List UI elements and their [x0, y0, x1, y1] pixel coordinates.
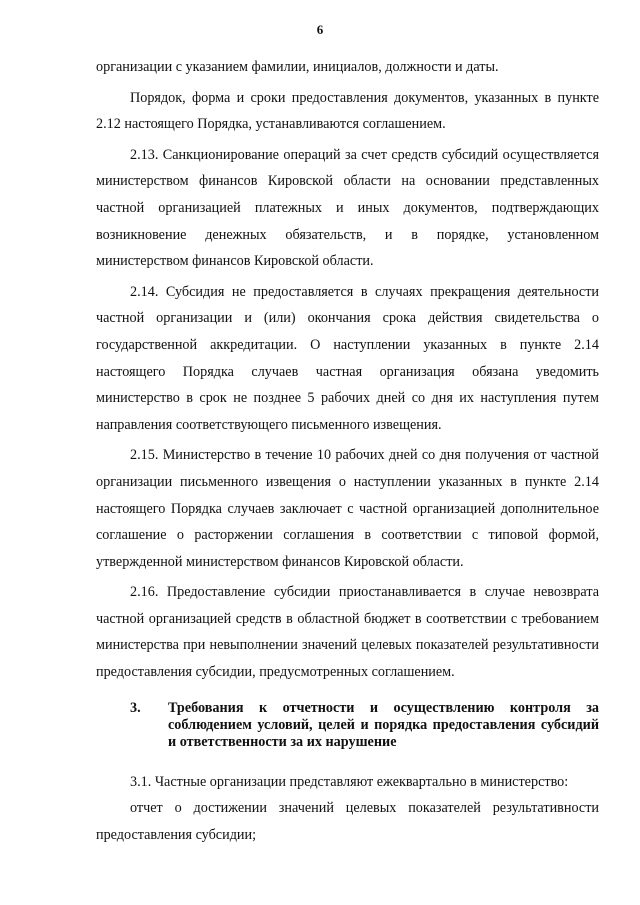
paragraph-2-16: 2.16. Предоставление субсидии приостанавливается в случае невозврата частной организацией средств в областной бюджет в соответствии с требованием министерства при невыполнении значений целевых показателей результативности предоставления субсидии, предусмотренных соглашением.	[96, 584, 599, 681]
paragraph-2-13: 2.13. Санкционирование операций за счет средств субсидий осуществляется министерством финансов Кировской области на основании представленных частной организацией платежных и иных документов, подтверждающих возникновение денежных обязательств, и в порядке, установленном министерством финансов Кировской области.	[96, 146, 599, 270]
paragraph-2-14: 2.14. Субсидия не предоставляется в случаях прекращения деятельности частной организации и (или) окончания срока действия свидетельства о государственной аккредитации. О наступлении указанных в пункте 2.14 настоящего Порядка случаев частная организация обязана уведомить министерство в срок не позднее 5 рабочих дней со дня их наступления путем направления соответствующего письменного извещения.	[96, 283, 599, 433]
paragraph-2-15: 2.15. Министерство в течение 10 рабочих дней со дня получения от частной организации письменного извещения о наступлении указанных в пункте 2.14 настоящего Порядка случаев заключает с частной организацией дополнительное соглашение о расторжении соглашения в соответствии с типовой формой, утвержденной министерством финансов Кировской области.	[96, 447, 599, 570]
paragraph: Порядок, форма и сроки предоставления документов, указанных в пункте 2.12 настоящего Порядка, устанавливаются соглашением.	[96, 89, 599, 133]
paragraph: отчет о достижении значений целевых показателей результативности предоставления субсидии;	[96, 800, 599, 843]
paragraph-3-1: 3.1. Частные организации представляют ежеквартально в министерство:	[130, 773, 569, 790]
section-heading	[96, 700, 599, 751]
paragraph: организации с указанием фамилии, инициалов, должности и даты.	[96, 59, 499, 75]
section-number: 3.	[130, 699, 141, 716]
document-body	[96, 54, 599, 848]
page-number: 6	[316, 22, 324, 37]
section-title: Требования к отчетности и осуществлению контроля за соблюдением условий, целей и порядка предоставления субсидий и ответственности за их нарушение	[168, 699, 599, 750]
